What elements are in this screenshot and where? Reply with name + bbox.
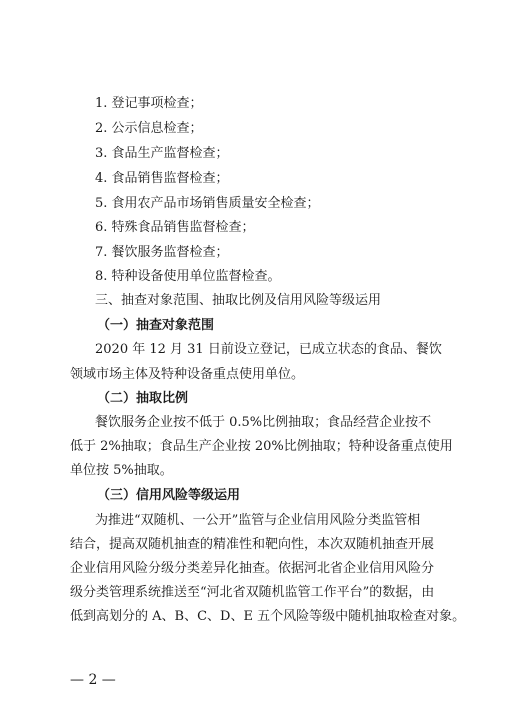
list-item: 6. 特殊食品销售监督检查； (95, 220, 255, 235)
paragraph-line: 低到高划分的 A、B、C、D、E 五个风险等级中随机抽取检查对象。 (70, 609, 466, 624)
paragraph-line: 餐饮服务企业按不低于 0.5%比例抽取；食品经营企业按不 (95, 415, 432, 430)
list-item: 2. 公示信息检查； (95, 121, 203, 136)
page-number: — 2 — (70, 672, 116, 688)
paragraph-line: 级分类管理系统推送至“河北省双随机监管工作平台”的数据，由 (70, 585, 435, 600)
subsection-heading: （一）抽查对象范围 (97, 318, 215, 333)
subsection-heading: （二）抽取比例 (97, 391, 189, 406)
paragraph-line: 低于 2%抽取；食品生产企业按 20%比例抽取；特种设备重点使用 (70, 439, 453, 454)
paragraph-line: 领域市场主体及特种设备重点使用单位。 (70, 367, 305, 382)
paragraph-line: 单位按 5%抽取。 (70, 463, 173, 478)
list-item: 1. 登记事项检查； (95, 96, 203, 111)
paragraph-line: 企业信用风险分级分类差异化抽查。依据河北省企业信用风险分 (70, 561, 435, 576)
list-item: 7. 餐饮服务监督检查； (95, 245, 229, 260)
list-item: 3. 食品生产监督检查； (95, 146, 229, 161)
list-item: 4. 食品销售监督检查； (95, 171, 229, 186)
paragraph-line: 结合，提高双随机抽查的精准性和靶向性，本次双随机抽查开展 (70, 537, 435, 552)
list-item: 5. 食用农产品市场销售质量安全检查； (95, 196, 320, 211)
list-item: 8. 特种设备使用单位监督检查。 (95, 269, 281, 284)
subsection-heading: （三）信用风险等级运用 (97, 488, 241, 503)
section-heading: 三、抽查对象范围、抽取比例及信用风险等级运用 (95, 293, 382, 308)
paragraph-line: 为推进“双随机、一公开”监管与企业信用风险分类监管相 (95, 513, 421, 528)
paragraph-line: 2020 年 12 月 31 日前设立登记，已成立状态的食品、餐饮 (95, 342, 442, 357)
